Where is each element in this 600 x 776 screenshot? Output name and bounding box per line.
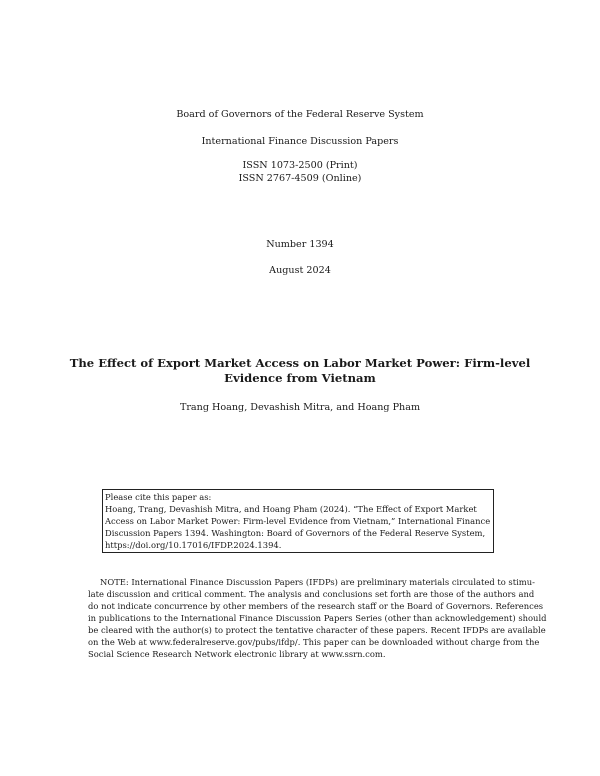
institution-name: Board of Governors of the Federal Reserve System (176, 109, 424, 120)
citation-line: Access on Labor Market Power: Firm-level Evidence from Vietnam,” International Finance (105, 516, 491, 526)
paper-number: Number 1394 (266, 239, 334, 250)
paper-authors: Trang Hoang, Devashish Mitra, and Hoang Pham (179, 402, 421, 413)
note-line: in publications to the International Finance Discussion Papers Series (other than acknowledgement) should (88, 613, 547, 623)
publication-date: August 2024 (269, 265, 331, 276)
citation-doi-link[interactable]: https://doi.org/10.17016/IFDP.2024.1394. (105, 540, 282, 550)
citation-box (102, 489, 494, 553)
note-line: be cleared with the author(s) to protect the tentative character of these papers. Recent IFDPs are available (88, 625, 546, 635)
citation-line: Discussion Papers 1394. Washington: Board of Governors of the Federal Reserve System, (105, 528, 486, 538)
paper-title (60, 356, 540, 385)
paper-title-line-2: Evidence from Vietnam (224, 370, 376, 385)
note-line: NOTE: International Finance Discussion Papers (IFDPs) are preliminary materials circulated to stimu- (100, 577, 535, 587)
issn-print: ISSN 1073-2500 (Print) (242, 160, 358, 171)
series-name: International Finance Discussion Papers (201, 136, 399, 147)
issn-online: ISSN 2767-4509 (Online) (238, 173, 362, 184)
note-line: do not indicate concurrence by other members of the research staff or the Board of Governors. References (88, 601, 544, 611)
note-line: Social Science Research Network electronic library at www.ssrn.com. (88, 649, 386, 659)
note-line: late discussion and critical comment. The analysis and conclusions set forth are those of the authors and (88, 589, 535, 599)
citation-line: Please cite this paper as: (105, 492, 212, 502)
disclaimer-note (88, 576, 547, 660)
note-line: on the Web at www.federalreserve.gov/pubs/ifdp/. This paper can be downloaded without charge from the (88, 637, 540, 647)
citation-line: Hoang, Trang, Devashish Mitra, and Hoang Pham (2024). “The Effect of Export Market (105, 504, 477, 514)
paper-title-line-1: The Effect of Export Market Access on Labor Market Power: Firm-level (69, 356, 531, 370)
